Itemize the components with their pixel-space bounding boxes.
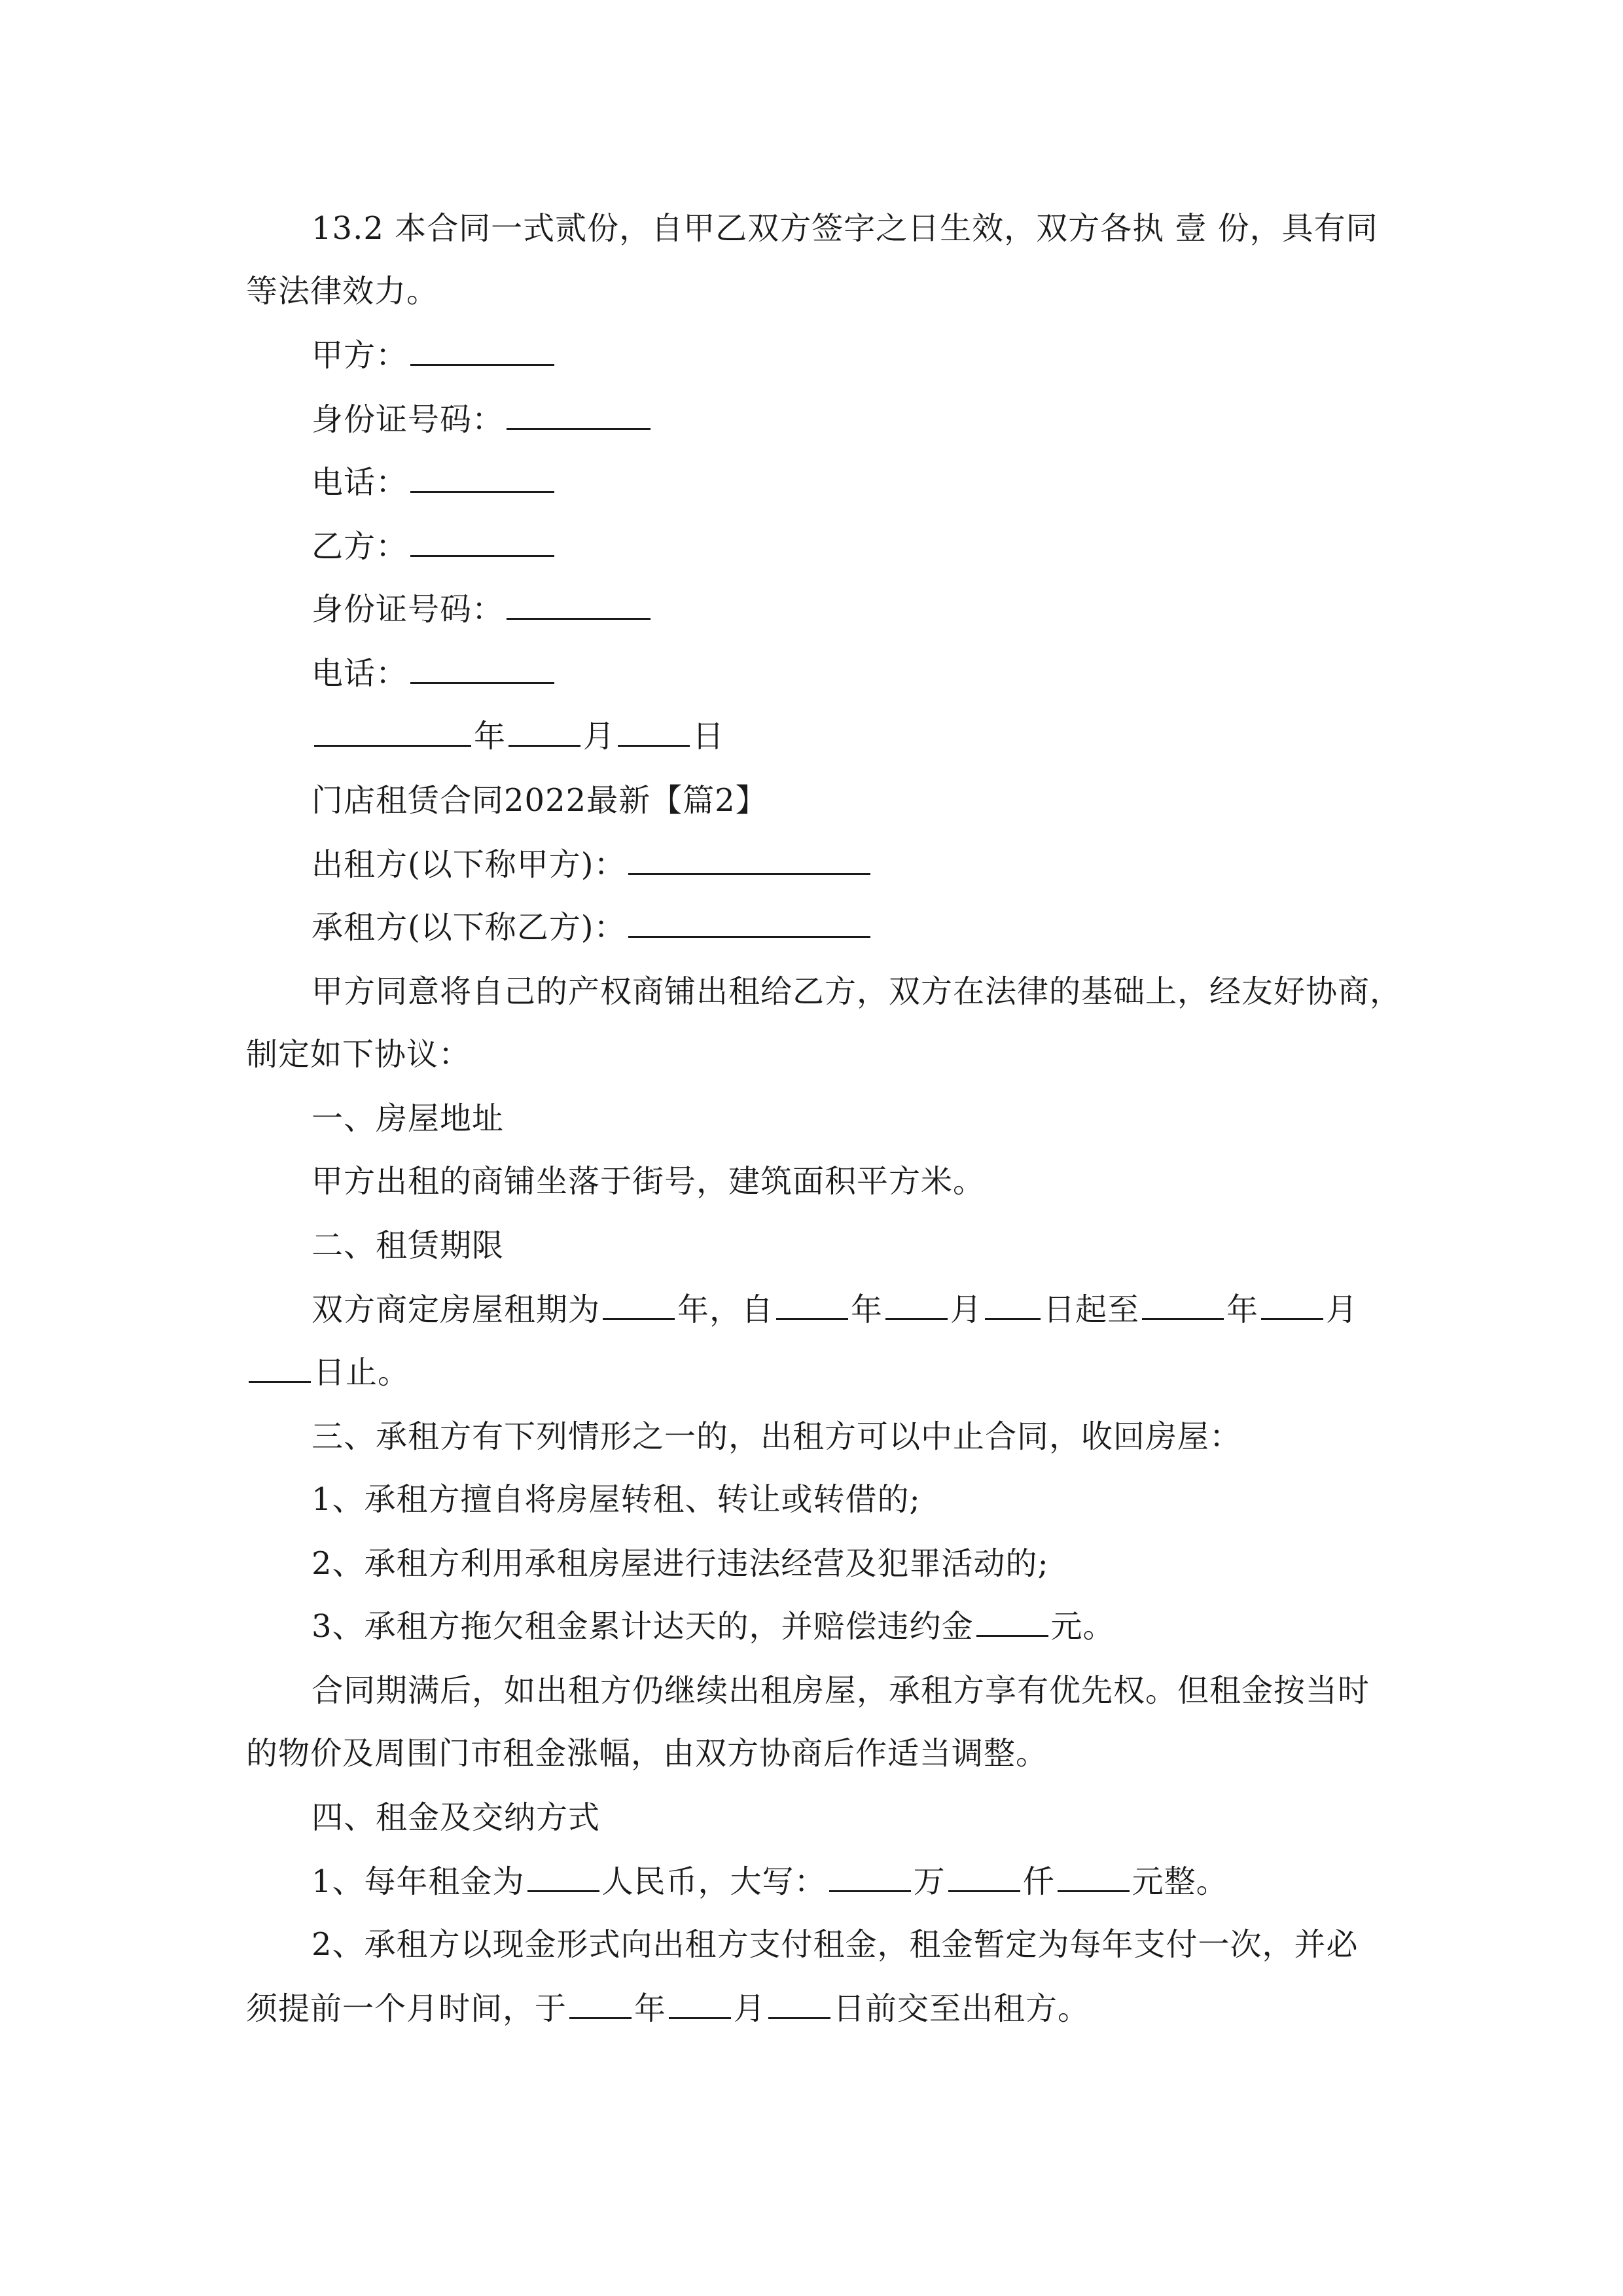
party-a-phone-line: 电话： [312, 456, 1444, 509]
lessor-line: 出租方(以下称甲方)： [312, 838, 1444, 891]
end-day-blank [249, 1347, 311, 1383]
party-a-blank [410, 330, 554, 366]
pay-month-blank [669, 1983, 731, 2019]
renewal-line2: 的物价及周围门市租金涨幅，由双方协商后作适当调整。 [246, 1735, 1048, 1772]
pay-year-blank [569, 1983, 632, 2019]
annual-rent-blank [527, 1856, 599, 1892]
heading-term: 二、租赁期限 [312, 1227, 505, 1264]
end-month-blank [1261, 1284, 1323, 1320]
rent-yuan-blank [1058, 1856, 1130, 1892]
pay-day-blank [768, 1983, 830, 2019]
lessee-line: 承租方(以下称乙方)： [312, 901, 1444, 954]
date-day-blank [618, 711, 690, 747]
lessor-blank [628, 839, 870, 875]
party-b-id-line: 身份证号码： [312, 583, 1444, 636]
party-b-id-blank [507, 584, 651, 620]
address-text: 甲方出租的商铺坐落于街号，建筑面积平方米。 [312, 1163, 986, 1200]
start-month-blank [885, 1284, 948, 1320]
date-month-blank [508, 711, 580, 747]
clause-13-2-line1: 13.2 本合同一式贰份，自甲乙双方签字之日生效，双方各执 壹 份，具有同 [312, 210, 1378, 247]
intro-line2: 制定如下协议： [246, 1036, 471, 1073]
party-a-id-line: 身份证号码： [312, 393, 1444, 446]
end-year-blank [1142, 1284, 1224, 1320]
date-year-blank [314, 711, 471, 747]
start-day-blank [985, 1284, 1041, 1320]
party-b-blank [410, 521, 554, 557]
rent-qian-blank [948, 1856, 1020, 1892]
penalty-blank [976, 1601, 1048, 1637]
rent-wan-blank [829, 1856, 911, 1892]
rent-item-1: 1、每年租金为 人民币，大写： 万 仟 元整。 [312, 1856, 1444, 1908]
party-b-phone-blank [410, 648, 554, 684]
party-a-line: 甲方： [312, 329, 1444, 382]
party-b-phone-line: 电话： [312, 647, 1444, 700]
lessee-blank [628, 902, 870, 938]
rent-item-2-line2: 须提前一个月时间，于 年 月 日前交至出租方。 [246, 1982, 1378, 2035]
termination-item-2: 2、承租方利用承租房屋进行违法经营及犯罪活动的; [312, 1545, 1049, 1582]
section-title: 门店租赁合同2022最新【篇2】 [312, 782, 768, 819]
intro-line1: 甲方同意将自己的产权商铺出租给乙方，双方在法律的基础上，经友好协商， [312, 973, 1402, 1010]
rent-item-2-line1: 2、承租方以现金形式向出租方支付租金，租金暂定为每年支付一次，并必 [312, 1926, 1359, 1963]
date-line: 年 月 日 [312, 710, 1444, 762]
clause-13-2-line2: 等法律效力。 [246, 273, 439, 310]
termination-item-3: 3、承租方拖欠租金累计达天的，并赔偿违约金 元。 [312, 1600, 1444, 1653]
heading-address: 一、房屋地址 [312, 1100, 505, 1137]
renewal-line1: 合同期满后，如出租方仍继续出租房屋，承租方享有优先权。但租金按当时 [312, 1672, 1370, 1709]
term-line2: 日止。 [246, 1346, 1378, 1399]
start-year-blank [776, 1284, 848, 1320]
party-a-id-blank [507, 394, 651, 430]
term-line1: 双方商定房屋租期为 年，自 年 月 日起至 年 月 [312, 1283, 1444, 1336]
term-years-blank [603, 1284, 675, 1320]
party-b-line: 乙方： [312, 520, 1444, 573]
party-a-phone-blank [410, 457, 554, 493]
termination-item-1: 1、承租方擅自将房屋转租、转让或转借的; [312, 1481, 921, 1518]
heading-termination: 三、承租方有下列情形之一的，出租方可以中止合同，收回房屋： [312, 1418, 1242, 1455]
heading-rent: 四、租金及交纳方式 [312, 1799, 601, 1836]
